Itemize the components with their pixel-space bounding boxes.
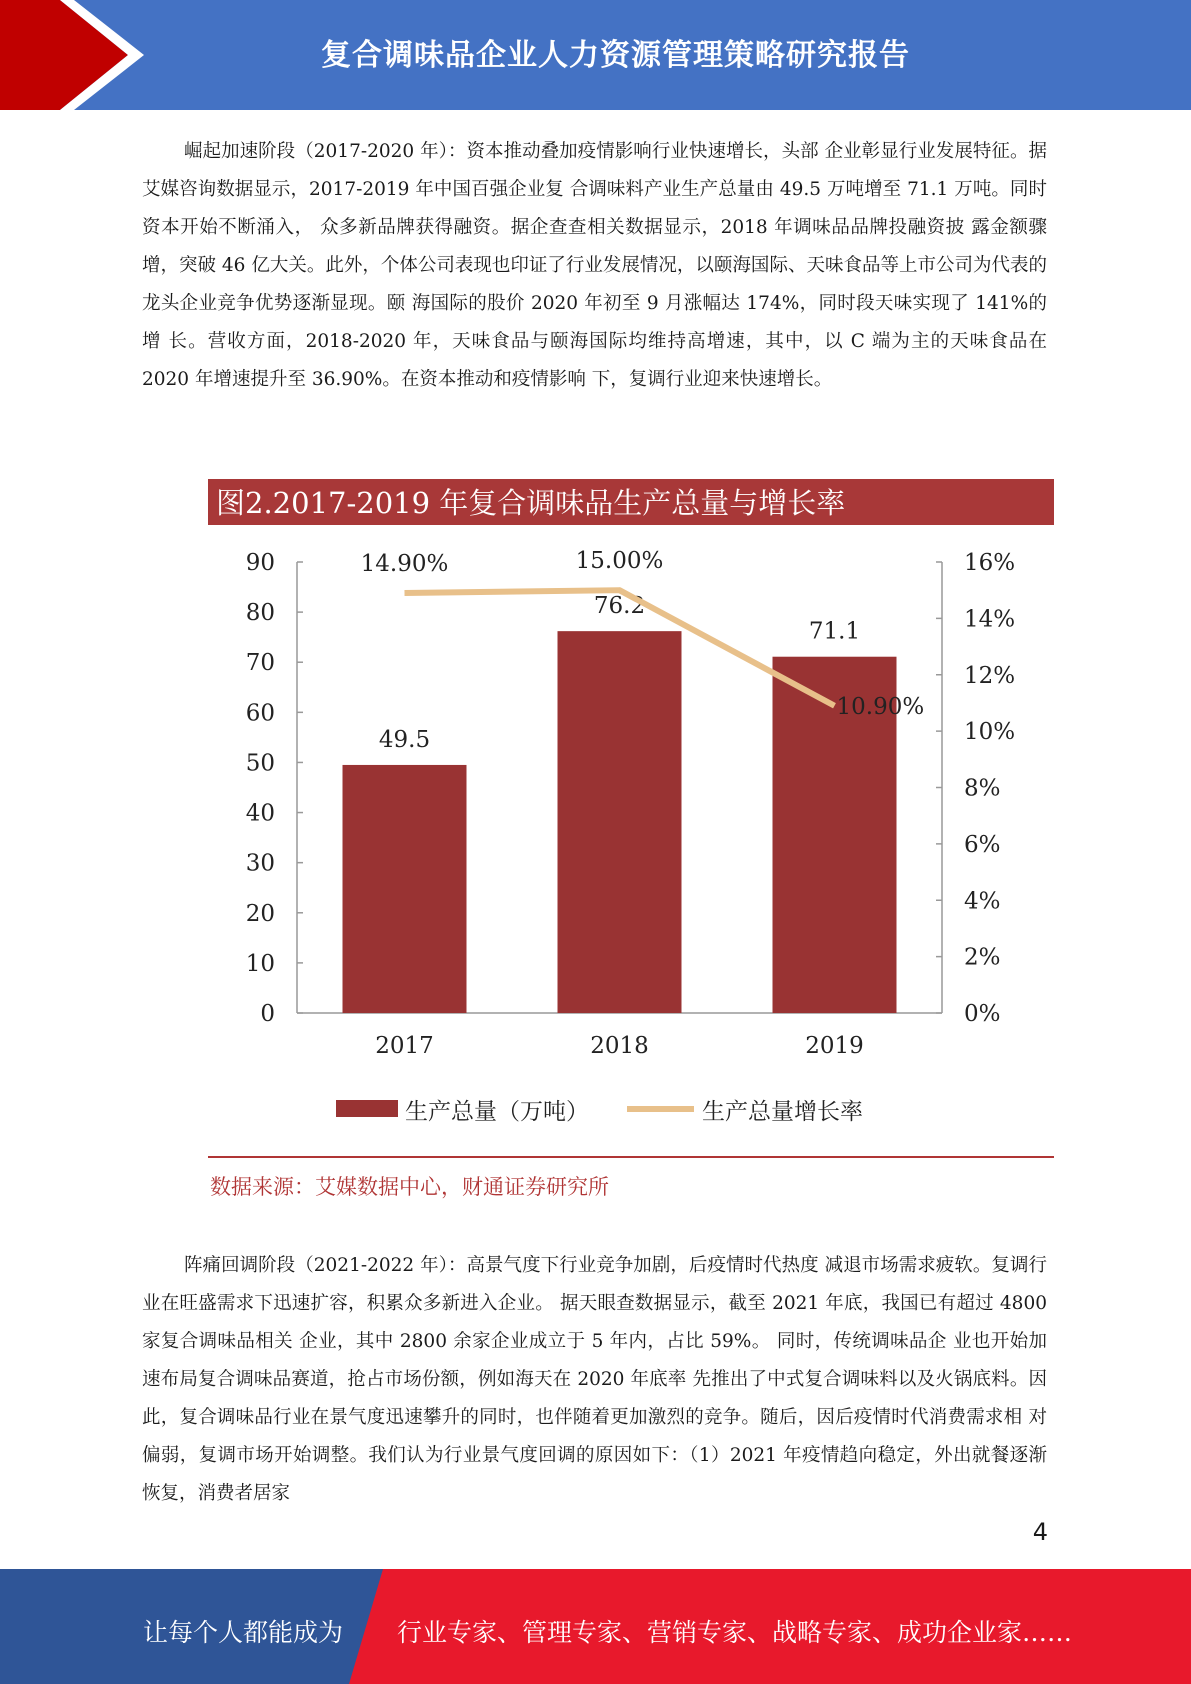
right-tick-label: 0%: [964, 1001, 1001, 1027]
right-tick-label: 12%: [964, 662, 1016, 689]
bar-2017: [343, 765, 467, 1013]
bar-value-label: 49.5: [378, 726, 431, 753]
left-tick-label: 70: [245, 650, 275, 677]
left-tick-label: 50: [245, 750, 275, 777]
header-title: 复合调味品企业人力资源管理策略研究报告: [321, 38, 910, 73]
body-paragraph-2: 阵痛回调阶段（2021-2022 年）：高景气度下行业竞争加剧，后疫情时代热度 减退市场需求疲软。复调行业在旺盛需求下迅速扩容，积累众多新进入企业。 据天眼查数据显示，截至 2021 年底，我国已有超过 4800 家复合调味品相关 企业，其中 2800 余家企业成立于 5 年内，占比 59%。 同时，传统调味品企 业也开始加速布局复合调味品赛道，抢占市场份额，例如海天在 2020 年底率 先推出了中式复合调味料以及火锅底料。因此，复合调味品行业在景气度迅速攀升的同时，也伴随着更加激烈的竞争。随后，因后疫情时代消费需求相 对偏弱，复调市场开始调整。我们认为行业景气度回调的原因如下：（1）2021 年疫情趋向稳定，外出就餐逐渐恢复，消费者居家: [142, 1255, 1047, 1504]
bar-value-label: 71.1: [808, 618, 861, 645]
right-tick-label: 2%: [964, 944, 1001, 971]
page-header: [0, 0, 1191, 110]
right-tick-label: 16%: [964, 550, 1016, 576]
bar-value-label: 76.2: [593, 593, 646, 620]
x-tick-label: 2017: [375, 1033, 434, 1059]
body-paragraph-1: 崛起加速阶段（2017-2020 年）：资本推动叠加疫情影响行业快速增长，头部 企业彰显行业发展特征。据艾媒咨询数据显示，2017-2019 年中国百强企业复 合调味料产业生产总量由 49.5 万吨增至 71.1 万吨。同时资本开始不断涌入， 众多新品牌获得融资。据企查查相关数据显示，2018 年调味品品牌投融资披 露金额骤增，突破 46 亿大关。此外，个体公司表现也印证了行业发展情况，以颐海国际、天味食品等上市公司为代表的龙头企业竞争优势逐渐显现。颐 海国际的股价 2020 年初至 9 月涨幅达 174%，同时段天味实现了 141%的增 长。营收方面，2018-2020 年，天味食品与颐海国际均维持高增速，其中，以 C 端为主的天味食品在 2020 年增速提升至 36.90%。在资本推动和疫情影响 下，复调行业迎来快速增长。: [142, 141, 1047, 390]
left-tick-label: 90: [245, 550, 275, 576]
growth-rate-label: 10.90%: [836, 693, 925, 720]
legend-bar-label: 生产总量（万吨）: [405, 1099, 589, 1125]
left-tick-label: 20: [245, 900, 275, 927]
growth-rate-label: 15.00%: [575, 548, 664, 575]
footer-slogan-right: 行业专家、管理专家、营销专家、战略专家、成功企业家……: [397, 1618, 1073, 1647]
chart-title: 图2.2017-2019 年复合调味品生产总量与增长率: [216, 486, 846, 520]
right-tick-label: 14%: [964, 606, 1016, 633]
left-tick-label: 0: [260, 1001, 275, 1027]
chart-figure: [182, 465, 1074, 1210]
left-tick-label: 60: [245, 700, 275, 727]
legend-line-label: 生产总量增长率: [702, 1099, 863, 1125]
chart-svg: [182, 465, 1074, 1210]
left-tick-label: 40: [245, 800, 275, 827]
left-tick-label: 80: [245, 600, 275, 627]
footer-slogan-left: 让每个人都能成为: [143, 1618, 344, 1647]
left-tick-label: 30: [245, 850, 275, 877]
x-tick-label: 2019: [805, 1033, 864, 1059]
right-tick-label: 6%: [964, 831, 1001, 858]
page-number: 4: [1032, 1518, 1048, 1546]
chart-source: 数据来源：艾媒数据中心，财通证券研究所: [210, 1175, 609, 1199]
left-tick-label: 10: [245, 950, 275, 977]
growth-rate-label: 14.90%: [360, 551, 449, 578]
x-tick-label: 2018: [590, 1033, 649, 1059]
bar-2018: [558, 631, 682, 1013]
right-tick-label: 4%: [964, 888, 1001, 915]
right-tick-label: 10%: [964, 719, 1016, 746]
right-tick-label: 8%: [964, 775, 1001, 802]
legend-bar-swatch: [336, 1100, 398, 1117]
